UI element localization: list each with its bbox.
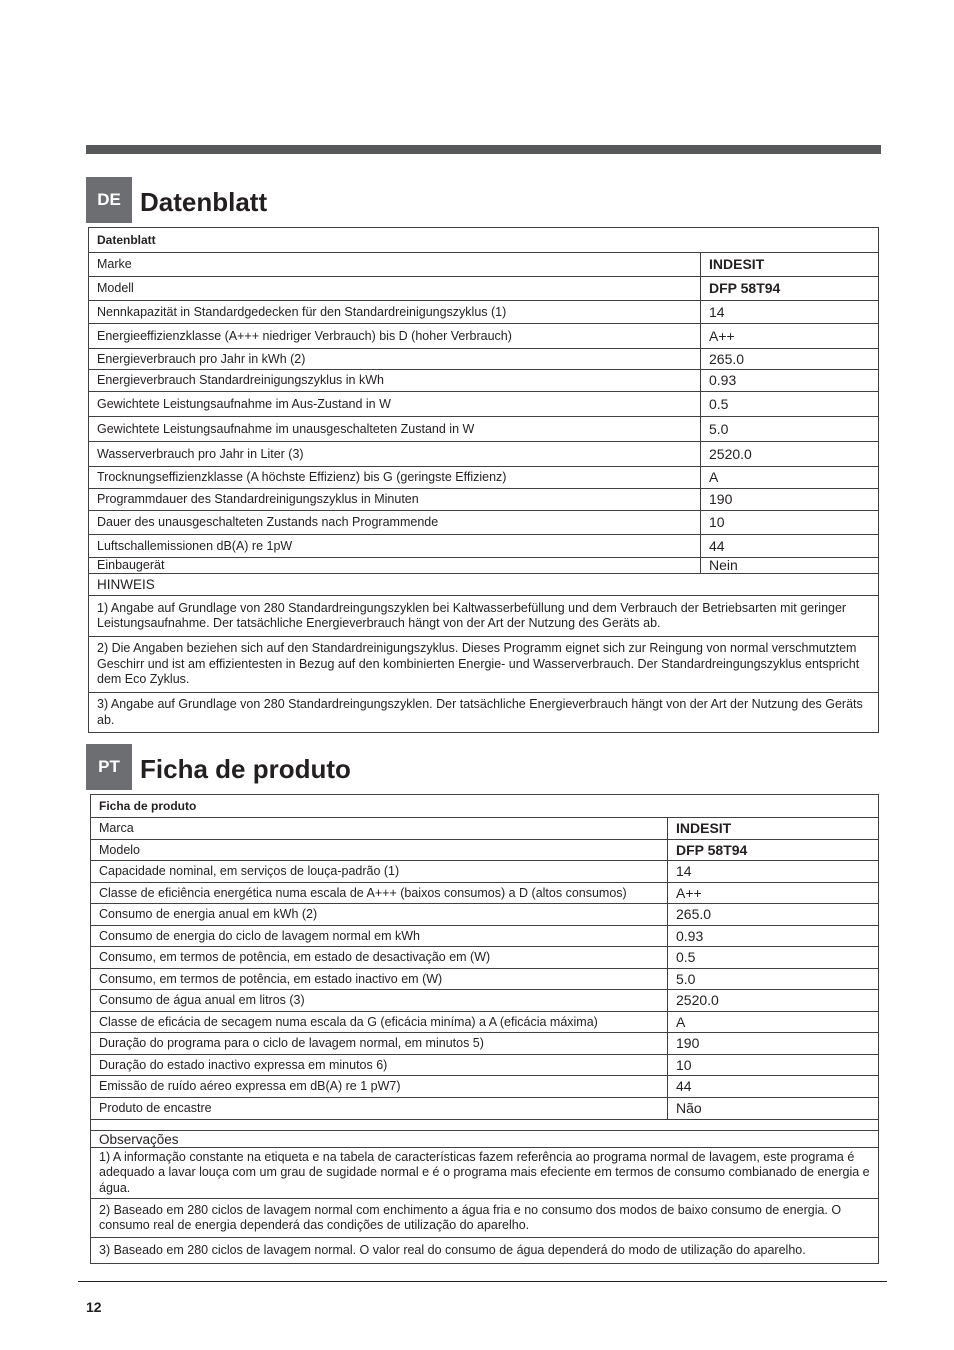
row-value: 0.93: [701, 370, 879, 392]
table-row: [89, 349, 879, 370]
row-value: 5.0: [668, 969, 879, 990]
row-value: DFP 58T94: [668, 840, 879, 861]
row-label: Consumo, em termos de potência, em estado inactivo em (W): [91, 969, 668, 990]
row-value: 2520.0: [668, 990, 879, 1012]
row-label: Produto de encastre: [91, 1098, 668, 1120]
row-label: Consumo de energia anual em kWh (2): [91, 904, 668, 926]
table-row: [91, 1055, 879, 1076]
row-label: Marca: [91, 818, 668, 840]
row-label: Emissão de ruído aéreo expressa em dB(A) re 1 pW7): [91, 1076, 668, 1098]
row-value: Nein: [701, 558, 879, 574]
row-label: Duração do programa para o ciclo de lavagem normal, em minutos 5): [91, 1033, 668, 1055]
row-label: Programmdauer des Standardreinigungszyklus in Minuten: [89, 489, 701, 511]
row-label: Energieeffizienzklasse (A+++ niedriger Verbrauch) bis D (hoher Verbrauch): [89, 324, 701, 349]
language-badge-de: DE: [86, 177, 132, 223]
row-value: 10: [668, 1055, 879, 1076]
notes-header-row: [91, 1131, 879, 1148]
empty-cell: [91, 1120, 879, 1131]
table-row: [91, 990, 879, 1012]
footnote: 1) A informação constante na etiqueta e na tabela de características fazem referência ao programa normal de lavagem, este programa é adequado a lavar louça com um grau de sugidade normal e é o programa mais efeciente em termos de consumo combianado de energia e água.: [91, 1148, 879, 1199]
row-value: Não: [668, 1098, 879, 1120]
table-header-row: [91, 795, 879, 818]
row-label: Consumo de energia do ciclo de lavagem normal em kWh: [91, 926, 668, 947]
row-label: Nennkapazität in Standardgedecken für den Standardreinigungszyklus (1): [89, 301, 701, 324]
footer-divider: [78, 1281, 887, 1282]
notes-header-row: [89, 574, 879, 596]
table-row: [91, 1012, 879, 1033]
section-title-pt: Ficha de produto: [140, 754, 351, 784]
notes-title: Observações: [91, 1131, 879, 1148]
table-row: [91, 861, 879, 883]
top-divider-bar: [86, 145, 881, 154]
footnote: 1) Angabe auf Grundlage von 280 Standardreingungszyklen bei Kaltwasserbefüllung und dem Verbrauch der Betriebsarten mit geringer Leistungsaufnahme. Der tatsächliche Energieverbrauch hängt von der Art der Nutzung des Geräts ab.: [89, 596, 879, 637]
table-row: [91, 818, 879, 840]
spacer-row: [91, 1120, 879, 1131]
table-row: [91, 904, 879, 926]
row-value: A++: [668, 883, 879, 904]
table-row: [89, 558, 879, 574]
table-row: [89, 535, 879, 558]
footnote: 2) Die Angaben beziehen sich auf den Standardreinigungszyklus. Dieses Programm eignet sich zur Reingung von normal verschmutztem Geschirr und ist am effizientesten in Bezug auf den kombinierten Energie- und Wasserverbrauch. Der Standardreingungszyklus entspricht dem Eco Zyklus.: [89, 637, 879, 693]
note-row: [91, 1148, 879, 1199]
row-value: 190: [668, 1033, 879, 1055]
row-value: 0.93: [668, 926, 879, 947]
table-row: [91, 1033, 879, 1055]
row-value: 0.5: [701, 392, 879, 417]
row-label: Marke: [89, 253, 701, 277]
table-row: [89, 467, 879, 489]
row-label: Modell: [89, 277, 701, 301]
table-row: [89, 253, 879, 277]
row-value: DFP 58T94: [701, 277, 879, 301]
table-title: Datenblatt: [89, 228, 879, 253]
row-label: Trocknungseffizienzklasse (A höchste Effizienz) bis G (geringste Effizienz): [89, 467, 701, 489]
table-row: [89, 277, 879, 301]
row-value: 190: [701, 489, 879, 511]
table-row: [91, 1076, 879, 1098]
table-row: [89, 511, 879, 535]
row-label: Gewichtete Leistungsaufnahme im unausgeschalteten Zustand in W: [89, 417, 701, 442]
row-value: 10: [701, 511, 879, 535]
row-value: 44: [701, 535, 879, 558]
table-row: [91, 969, 879, 990]
language-badge-pt: PT: [86, 744, 132, 790]
table-row: [89, 392, 879, 417]
note-row: [91, 1238, 879, 1264]
footnote: 3) Angabe auf Grundlage von 280 Standardreingungszyklen. Der tatsächliche Energieverbrauch hängt von der Art der Nutzung des Geräts ab.: [89, 693, 879, 733]
page-number: 12: [86, 1299, 102, 1315]
row-value: INDESIT: [668, 818, 879, 840]
row-value: 0.5: [668, 947, 879, 969]
table-header-row: [89, 228, 879, 253]
row-label: Classe de eficácia de secagem numa escala da G (eficácia miníma) a A (eficácia máxima): [91, 1012, 668, 1033]
table-row: [91, 883, 879, 904]
row-label: Duração do estado inactivo expressa em minutos 6): [91, 1055, 668, 1076]
note-row: [89, 693, 879, 733]
row-label: Modelo: [91, 840, 668, 861]
table-row: [89, 489, 879, 511]
row-label: Consumo de água anual em litros (3): [91, 990, 668, 1012]
row-label: Einbaugerät: [89, 558, 701, 574]
note-row: [89, 637, 879, 693]
row-value: 5.0: [701, 417, 879, 442]
row-value: 44: [668, 1076, 879, 1098]
row-label: Classe de eficiência energética numa escala de A+++ (baixos consumos) a D (altos consumos): [91, 883, 668, 904]
note-row: [89, 596, 879, 637]
row-label: Dauer des unausgeschalteten Zustands nach Programmende: [89, 511, 701, 535]
table-title: Ficha de produto: [91, 795, 879, 818]
table-row: [89, 442, 879, 467]
notes-title: HINWEIS: [89, 574, 879, 596]
table-row: [91, 947, 879, 969]
row-label: Luftschallemissionen dB(A) re 1pW: [89, 535, 701, 558]
product-sheet-table-de: [88, 227, 879, 733]
table-row: [89, 370, 879, 392]
row-label: Energieverbrauch Standardreinigungszyklus in kWh: [89, 370, 701, 392]
table-row: [91, 1098, 879, 1120]
row-value: A++: [701, 324, 879, 349]
row-label: Gewichtete Leistungsaufnahme im Aus-Zustand in W: [89, 392, 701, 417]
row-label: Wasserverbrauch pro Jahr in Liter (3): [89, 442, 701, 467]
table-row: [91, 926, 879, 947]
row-value: 265.0: [668, 904, 879, 926]
row-label: Consumo, em termos de potência, em estado de desactivação em (W): [91, 947, 668, 969]
row-label: Energieverbrauch pro Jahr in kWh (2): [89, 349, 701, 370]
row-value: A: [668, 1012, 879, 1033]
note-row: [91, 1199, 879, 1238]
row-value: 14: [668, 861, 879, 883]
row-value: 2520.0: [701, 442, 879, 467]
table-row: [89, 301, 879, 324]
row-value: 265.0: [701, 349, 879, 370]
product-sheet-table-pt: [90, 794, 879, 1264]
table-row: [89, 324, 879, 349]
row-value: A: [701, 467, 879, 489]
row-value: 14: [701, 301, 879, 324]
row-label: Capacidade nominal, em serviços de louça-padrão (1): [91, 861, 668, 883]
section-title-de: Datenblatt: [140, 187, 268, 217]
table-row: [91, 840, 879, 861]
footnote: 3) Baseado em 280 ciclos de lavagem normal. O valor real do consumo de água dependerá do modo de utilização do aparelho.: [91, 1238, 879, 1264]
table-row: [89, 417, 879, 442]
row-value: INDESIT: [701, 253, 879, 277]
footnote: 2) Baseado em 280 ciclos de lavagem normal com enchimento a água fria e no consumo dos modos de baixo consumo de energia. O consumo real de energia dependerá das condições de utilização do aparelho.: [91, 1199, 879, 1238]
